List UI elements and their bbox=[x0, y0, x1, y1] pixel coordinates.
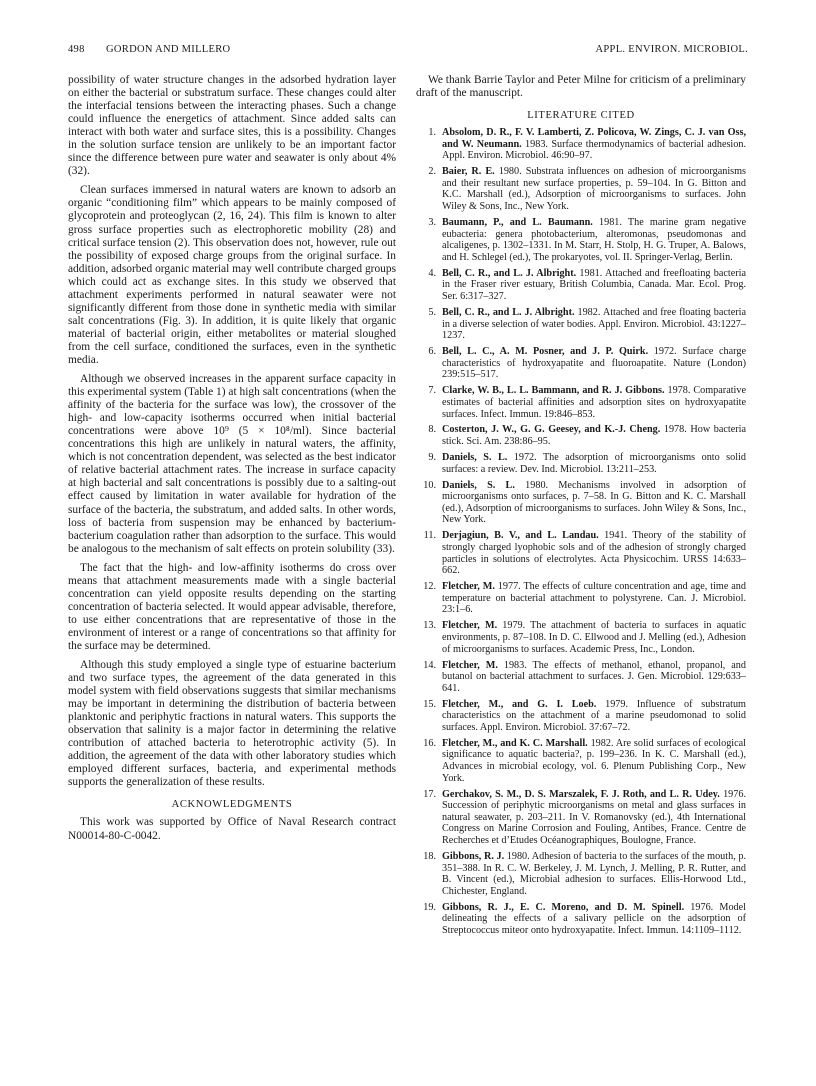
reference-authors: Absolom, D. R., F. V. Lamberti, Z. Policova, W. Zings, C. J. van Oss, and W. Neumann. bbox=[442, 127, 746, 150]
reference-number: 15. bbox=[423, 698, 436, 710]
reference-number: 18. bbox=[423, 850, 436, 862]
journal-name: APPL. ENVIRON. MICROBIOL. bbox=[595, 44, 748, 55]
reference-authors: Fletcher, M., and K. C. Marshall. bbox=[442, 737, 588, 749]
running-authors: GORDON AND MILLERO bbox=[106, 44, 231, 55]
reference-authors: Gibbons, R. J., E. C. Moreno, and D. M. Spinell. bbox=[442, 901, 685, 913]
reference-text: 1981. Attached and freefloating bacteria in the Fraser river estuary, British Columbia, Canada. Mar. Ecol. Prog. Ser. 6:317–327. bbox=[442, 267, 746, 302]
reference-text: 1978. How bacteria stick. Sci. Am. 238:86–95. bbox=[442, 424, 746, 448]
reference-text: 1979. Influence of substratum characteristics on the attachment of a marine pseudomonad to solid surfaces. Appl. Environ. Microbiol. 37:67–72. bbox=[442, 698, 746, 733]
left-column bbox=[68, 74, 396, 849]
reference-number: 9. bbox=[428, 452, 436, 464]
reference-list bbox=[416, 127, 746, 936]
reference-authors: Fletcher, M. bbox=[442, 659, 498, 671]
reference-number: 14. bbox=[423, 659, 436, 671]
reference-authors: Fletcher, M. bbox=[442, 581, 495, 593]
reference-text: 1983. Surface thermodynamics of bacterial adhesion. Appl. Environ. Microbiol. 46:90–97. bbox=[442, 138, 746, 162]
reference-item bbox=[416, 660, 746, 695]
reference-item bbox=[416, 789, 746, 847]
reference-item bbox=[416, 217, 746, 263]
reference-item bbox=[416, 699, 746, 734]
reference-number: 3. bbox=[428, 217, 436, 229]
reference-text: 1982. Are solid surfaces of ecological significance to aquatic bacteria?, p. 199–236. In K. C. Marshall (ed.), Advances in microbial ecology, vol. 6. Plenum Publishing Corp., New York. bbox=[442, 737, 746, 784]
reference-authors: Gerchakov, S. M., D. S. Marszalek, F. J. Roth, and L. R. Udey. bbox=[442, 788, 720, 800]
body-paragraph: The fact that the high- and low-affinity isotherms do cross over means that attachment measurements made with a single bacterial concentration can yield opposite results depending on the starting concentration of bacteria selected. It would appear advisable, therefore, to use either concentrations that are representative of those in the environment of interest or a range of concentrations so that affinity for the surface may be determined. bbox=[68, 561, 396, 652]
reference-text: 1980. Adhesion of bacteria to the surfaces of the mouth, p. 351–388. In R. C. W. Berkeley, J. M. Lynch, J. Melling, P. R. Rutter, and B. Vincent (ed.), Microbial adhesion to surfaces. Ellis-Horwood Ltd., Chichester, England. bbox=[442, 850, 747, 897]
body-paragraph: Although this study employed a single type of estuarine bacterium and two surface types, the agreement of the data generated in this model system with field observations suggests that similar mechanisms may be important in determining the distribution of bacteria between planktonic and periphytic fractions in natural waters. This supports the observation that salinity is a major factor in determining the relative contribution of attached bacteria to heterotrophic activity (5). In addition, the agreement of the data with other laboratory studies which employed different surfaces, bacteria, and experimental methods supports the generalization of these results. bbox=[68, 659, 396, 789]
reference-text: 1976. Model delineating the effects of a salivary pellicle on the adsorption of Streptococcus miteor onto hydroxyapatite. Infect. Immun. 14:1109–1112. bbox=[442, 901, 746, 936]
thanks-paragraph: We thank Barrie Taylor and Peter Milne for criticism of a preliminary draft of the manuscript. bbox=[416, 74, 746, 100]
running-header bbox=[68, 44, 748, 60]
reference-authors: Fletcher, M. bbox=[442, 620, 498, 632]
reference-number: 10. bbox=[423, 479, 436, 491]
reference-authors: Fletcher, M., and G. I. Loeb. bbox=[442, 698, 597, 710]
reference-item bbox=[416, 307, 746, 342]
reference-item bbox=[416, 620, 746, 655]
reference-authors: Baier, R. E. bbox=[442, 166, 495, 178]
reference-item bbox=[416, 166, 746, 212]
reference-authors: Daniels, S. L. bbox=[442, 452, 508, 464]
reference-text: 1978. Comparative estimates of bacterial affinities and adsorption sites on hydroxyapatite surfaces. Infect. Immun. 19:846–853. bbox=[442, 385, 746, 420]
reference-text: 1972. The adsorption of microorganisms onto solid surfaces: a review. Dev. Ind. Microbiol. 13:211–253. bbox=[442, 452, 746, 475]
reference-authors: Gibbons, R. J. bbox=[442, 850, 505, 862]
reference-number: 13. bbox=[423, 620, 436, 632]
reference-text: 1983. The effects of methanol, ethanol, propanol, and butanol on bacterial attachment to surfaces. J. Gen. Microbiol. 129:633–641. bbox=[442, 659, 746, 694]
reference-text: 1981. The marine gram negative eubacteria: genera photobacterium, alteromonas, pseudomonas and alcaligenes, p. 1302–1331. In M. Starr, H. Stolp, H. G. Truper, A. Balows, and H. Schlegel (ed.), The prokaryotes, vol. II. Springer-Verlag, Berlin. bbox=[442, 217, 746, 263]
reference-number: 16. bbox=[423, 737, 436, 749]
reference-authors: Bell, C. R., and L. J. Albright. bbox=[442, 267, 577, 279]
reference-authors: Costerton, J. W., G. G. Geesey, and K.-J. Cheng. bbox=[442, 424, 661, 436]
reference-item bbox=[416, 346, 746, 381]
reference-item bbox=[416, 738, 746, 784]
reference-number: 12. bbox=[423, 581, 436, 593]
reference-item bbox=[416, 480, 746, 526]
reference-number: 4. bbox=[428, 267, 436, 279]
reference-text: 1982. Attached and free floating bacteria in a diverse selection of water bodies. Appl. Environ. Microbiol. 43:1227–1237. bbox=[442, 306, 746, 342]
reference-item bbox=[416, 385, 746, 420]
reference-item bbox=[416, 424, 746, 447]
reference-text: 1972. Surface charge characteristics of hydroxyapatite and fluoroapatite. Nature (London) 239:515–517. bbox=[442, 346, 746, 381]
reference-number: 2. bbox=[428, 166, 436, 178]
acknowledgments-text: This work was supported by Office of Naval Research contract N00014-80-C-0042. bbox=[68, 816, 396, 842]
reference-authors: Daniels, S. L. bbox=[442, 479, 515, 491]
reference-authors: Bell, L. C., A. M. Posner, and J. P. Quirk. bbox=[442, 346, 649, 358]
reference-authors: Baumann, P., and L. Baumann. bbox=[442, 217, 593, 229]
reference-item bbox=[416, 581, 746, 616]
reference-authors: Clarke, W. B., L. L. Bammann, and R. J. Gibbons. bbox=[442, 385, 665, 397]
reference-item bbox=[416, 902, 746, 937]
reference-item bbox=[416, 127, 746, 162]
reference-number: 19. bbox=[423, 901, 436, 913]
body-paragraph: Clean surfaces immersed in natural waters are known to adsorb an organic “conditioning film” which appears to be mainly composed of glycoprotein and proteoglycan (2, 16, 24). This film is known to alter gross surface properties such as electrophoretic mobility (28) and critical surface tension (2). This observation does not, however, rule out the possibility of exposed charge groups from the original surface. In addition, adsorbed organic material may well contribute charged groups which could act as exchange sites. In this study we observed that attachment experiments performed in natural seawater were not significantly different from those done in synthetic media with similar salt concentrations (Fig. 3). In addition, it is quite likely that organic material of bacterial origin, either metabolites or material sloughed from the cell surface, conditioned the surfaces, even in the synthetic media. bbox=[68, 184, 396, 366]
reference-item bbox=[416, 452, 746, 475]
reference-number: 5. bbox=[428, 306, 436, 318]
body-paragraph: possibility of water structure changes in the adsorbed hydration layer on either the bacterial or substratum surface. These changes could alter the interfacial tensions between the interacting phases. Such a change could influence the energetics of attachment. Since added salts can interact with both water and surface sites, this is a possibility. Changes in the solution surface tension are unlikely to be an important factor since the difference between pure water and seawater is only about 4% (32). bbox=[68, 74, 396, 178]
reference-authors: Derjagiun, B. V., and L. Landau. bbox=[442, 530, 599, 542]
reference-item bbox=[416, 851, 746, 897]
body-paragraph: Although we observed increases in the apparent surface capacity in this experimental system (Table 1) at high salt concentrations (when the affinity of the bacteria for the surface was low), the crossover of the high- and low-capacity isotherms occurred when initial bacterial concentrations were above 10⁹ (5 × 10⁸/ml). Since bacterial concentrations this high are unlikely in natural waters, the affinity, which is not concentration dependent, was selected as the best indicator of relative bacterial attachment rates. The increase in surface capacity at high bacterial and salt concentrations is possibly due to a salting-out effect caused by limitation in water available for hydration of the surface of the bacteria, the substratum, and added salts. In other words, loss of bacteria from suspension may be enhanced by bacterium-bacterium coagulation rather than adsorption to the surface. This would be analogous to the mechanism of salt effects on protein solubility (33). bbox=[68, 373, 396, 555]
literature-cited-heading: LITERATURE CITED bbox=[527, 110, 635, 122]
reference-text: 1980. Substrata influences on adhesion of microorganisms and their resultant new surface properties, p. 59–104. In G. Bitton and K.C. Marshall (ed.), Adsorption of microorganisms to surfaces. John Wiley & Sons, Inc., New York. bbox=[442, 166, 747, 213]
reference-item bbox=[416, 268, 746, 303]
reference-number: 6. bbox=[428, 346, 436, 358]
page-number: 498 bbox=[68, 44, 85, 55]
reference-text: 1979. The attachment of bacteria to surfaces in aquatic environments, p. 87–108. In D. C. Ellwood and J. Melling (ed.), Adhesion of microorganisms to surfaces. Academic Press, Inc., London. bbox=[442, 620, 746, 655]
reference-number: 1. bbox=[428, 127, 436, 139]
reference-number: 17. bbox=[423, 788, 436, 800]
reference-text: 1980. Mechanisms involved in adsorption of microorganisms onto surfaces, p. 7–58. In G. Bitton and K. C. Marshall (ed.), Adsorption of microorganisms to surfaces. John Wiley & Sons, Inc., New York. bbox=[442, 479, 746, 526]
reference-text: 1976. Succession of periphytic microorganisms on metal and glass surfaces in natural seawater, p. 203–211. In V. Romanovsky (ed.), 4th International Congress on Marine Corrosion and Fouling, Antibes, France. Centre de Recherches et d’Etudes Océanographiques, Boulogne, France. bbox=[442, 788, 747, 846]
reference-text: 1941. Theory of the stability of strongly charged lyophobic sols and of the adhesion of strongly charged particles in solutions of electrolytes. Acta Physicochim. URSS 14:633–662. bbox=[442, 530, 747, 577]
reference-text: 1977. The effects of culture concentration and age, time and temperature on bacterial attachment to polystyrene. Can. J. Microbiol. 23:1–6. bbox=[442, 581, 746, 616]
reference-number: 7. bbox=[428, 385, 436, 397]
acknowledgments-heading: ACKNOWLEDGMENTS bbox=[171, 799, 293, 811]
reference-authors: Bell, C. R., and L. J. Albright. bbox=[442, 306, 575, 318]
reference-item bbox=[416, 530, 746, 576]
reference-number: 8. bbox=[428, 424, 436, 436]
right-column bbox=[416, 74, 746, 941]
reference-number: 11. bbox=[423, 530, 436, 542]
